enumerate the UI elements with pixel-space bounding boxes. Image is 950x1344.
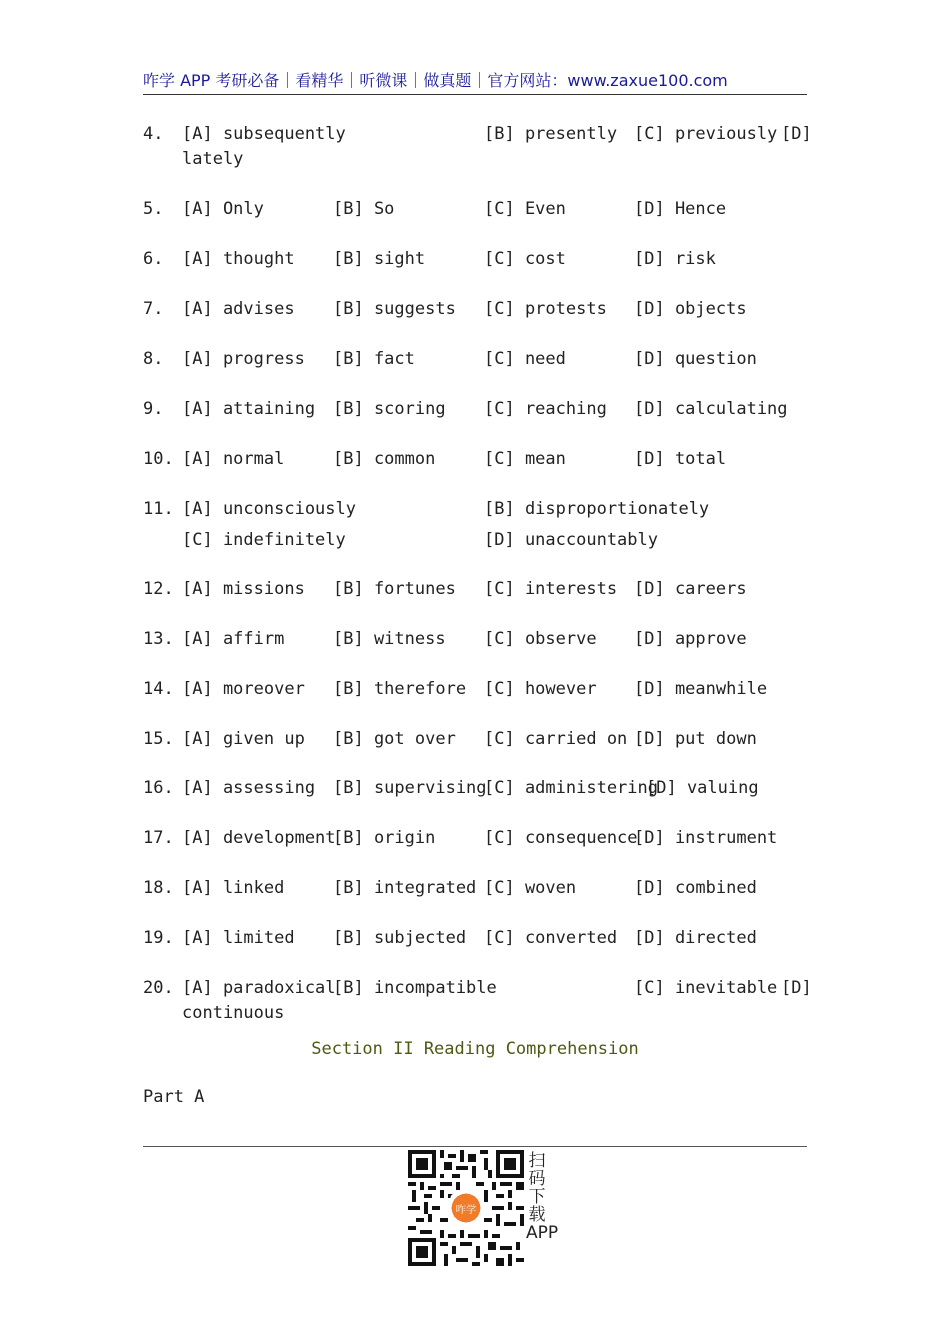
option-b: [B] integrated xyxy=(333,878,477,898)
option-d: [D] combined xyxy=(634,878,757,898)
option-c: [C] however xyxy=(484,679,597,699)
question-number: 4. xyxy=(143,124,164,144)
option-a: [A] normal xyxy=(182,449,285,469)
option-a: [A] linked xyxy=(182,878,285,898)
question-number: 16. xyxy=(143,778,174,798)
option-d: [D] total xyxy=(634,449,727,469)
question-number: 13. xyxy=(143,629,174,649)
question-number: 10. xyxy=(143,449,174,469)
question-number: 17. xyxy=(143,828,174,848)
option-c: [C] protests xyxy=(484,299,607,319)
question-number: 6. xyxy=(143,249,164,269)
question-7 xyxy=(143,297,823,322)
option-a: [A] unconsciously xyxy=(182,499,356,519)
question-number: 9. xyxy=(143,399,164,419)
question-number: 11. xyxy=(143,499,174,519)
footer-divider xyxy=(143,1146,807,1147)
option-b: [B] disproportionately xyxy=(484,499,710,519)
option-a: [A] progress xyxy=(182,349,305,369)
option-c: [C] carried on xyxy=(484,729,628,749)
question-18 xyxy=(143,876,823,901)
option-b: [B] So xyxy=(333,199,395,219)
question-number: 14. xyxy=(143,679,174,699)
option-b: [B] witness xyxy=(333,629,446,649)
question-13 xyxy=(143,627,823,652)
option-c: [C] need xyxy=(484,349,566,369)
option-b: [B] fortunes xyxy=(333,579,456,599)
option-d: [D] unaccountably xyxy=(484,530,658,550)
option-d: [D] calculating xyxy=(634,399,788,419)
option-d: [D] meanwhile xyxy=(634,679,768,699)
qr-caption: 扫码下载APP xyxy=(526,1151,559,1243)
option-d: [D] xyxy=(781,978,812,998)
option-b: [B] scoring xyxy=(333,399,446,419)
option-d: [D] Hence xyxy=(634,199,727,219)
option-b: [B] presently xyxy=(484,124,618,144)
option-d: [D] directed xyxy=(634,928,757,948)
question-number: 20. xyxy=(143,978,174,998)
question-16 xyxy=(143,776,823,801)
part-title: Part A xyxy=(143,1087,205,1107)
option-a: [A] moreover xyxy=(182,679,305,699)
qr-code[interactable] xyxy=(408,1150,524,1266)
option-c: [C] observe xyxy=(484,629,597,649)
option-c: [C] reaching xyxy=(484,399,607,419)
option-c: [C] cost xyxy=(484,249,566,269)
option-d: [D] careers xyxy=(634,579,747,599)
option-b: [B] therefore xyxy=(333,679,467,699)
option-a: [A] paradoxical xyxy=(182,978,336,998)
option-a: [A] subsequently xyxy=(182,124,346,144)
question-number: 19. xyxy=(143,928,174,948)
option-c: [C] woven xyxy=(484,878,577,898)
option-b: [B] origin xyxy=(333,828,436,848)
question-number: 12. xyxy=(143,579,174,599)
option-d: [D] xyxy=(781,124,812,144)
question-number: 8. xyxy=(143,349,164,369)
option-c: [C] inevitable xyxy=(634,978,778,998)
question-17 xyxy=(143,826,823,851)
option-b: [B] fact xyxy=(333,349,415,369)
question-14 xyxy=(143,677,823,702)
option-d: [D] objects xyxy=(634,299,747,319)
question-9 xyxy=(143,397,823,422)
question-number: 7. xyxy=(143,299,164,319)
question-4 xyxy=(143,122,823,169)
option-c: [C] indefinitely xyxy=(182,530,346,550)
question-number: 18. xyxy=(143,878,174,898)
option-d: [D] valuing xyxy=(646,778,759,798)
option-a: [A] Only xyxy=(182,199,264,219)
question-15 xyxy=(143,727,823,752)
section-title: Section II Reading Comprehension xyxy=(311,1039,639,1059)
app-logo-text: 咋学 xyxy=(455,1203,477,1216)
option-d: [D] instrument xyxy=(634,828,778,848)
option-a: [A] affirm xyxy=(182,629,285,649)
header-website-link[interactable]: www.zaxue100.com xyxy=(567,71,728,90)
option-a: [A] assessing xyxy=(182,778,316,798)
option-a: [A] thought xyxy=(182,249,295,269)
option-d-text: lately xyxy=(182,149,244,169)
question-19 xyxy=(143,926,823,951)
option-a: [A] limited xyxy=(182,928,295,948)
option-c: [C] interests xyxy=(484,579,618,599)
question-20 xyxy=(143,976,823,1023)
page-header xyxy=(143,68,807,95)
option-a: [A] missions xyxy=(182,579,305,599)
question-11 xyxy=(143,497,823,550)
option-c: [C] consequence xyxy=(484,828,638,848)
option-c: [C] Even xyxy=(484,199,566,219)
option-b: [B] common xyxy=(333,449,436,469)
option-b: [B] suggests xyxy=(333,299,456,319)
question-10 xyxy=(143,447,823,472)
option-d: [D] approve xyxy=(634,629,747,649)
option-c: [C] previously xyxy=(634,124,778,144)
question-6 xyxy=(143,247,823,272)
question-5 xyxy=(143,197,823,222)
question-12 xyxy=(143,577,823,602)
option-b: [B] got over xyxy=(333,729,456,749)
option-c: [C] converted xyxy=(484,928,618,948)
option-c: [C] mean xyxy=(484,449,566,469)
option-d: [D] risk xyxy=(634,249,716,269)
option-b: [B] incompatible xyxy=(333,978,497,998)
option-d: [D] put down xyxy=(634,729,757,749)
question-number: 15. xyxy=(143,729,174,749)
question-8 xyxy=(143,347,823,372)
option-b: [B] sight xyxy=(333,249,426,269)
question-number: 5. xyxy=(143,199,164,219)
option-d-text: continuous xyxy=(182,1003,285,1023)
option-d: [D] question xyxy=(634,349,757,369)
option-a: [A] given up xyxy=(182,729,305,749)
header-text: 咋学 APP 考研必备｜看精华｜听微课｜做真题｜官方网站： xyxy=(143,71,568,90)
option-c: [C] administering xyxy=(484,778,658,798)
option-b: [B] subjected xyxy=(333,928,467,948)
option-b: [B] supervising xyxy=(333,778,487,798)
option-a: [A] advises xyxy=(182,299,295,319)
option-a: [A] attaining xyxy=(182,399,316,419)
option-a: [A] development xyxy=(182,828,336,848)
